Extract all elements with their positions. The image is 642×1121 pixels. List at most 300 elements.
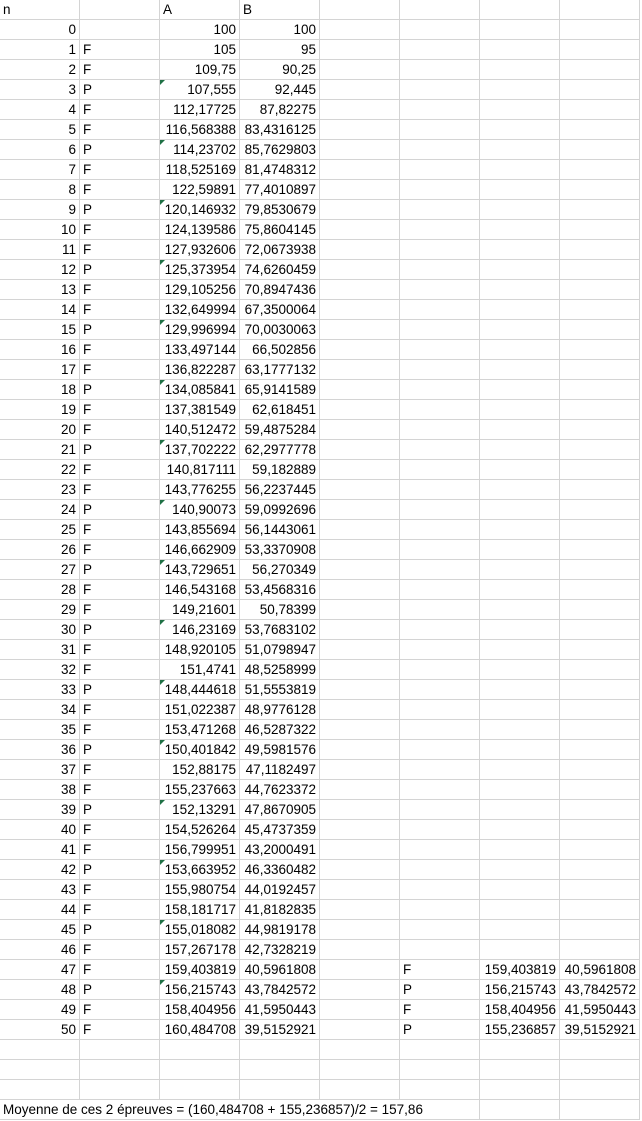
cell-a[interactable]: 100 (160, 20, 240, 40)
cell-a[interactable]: 125,373954 (160, 260, 240, 280)
cell-n[interactable]: 37 (0, 760, 80, 780)
cell-n[interactable]: 48 (0, 980, 80, 1000)
cell-empty[interactable] (320, 760, 400, 780)
cell-side-v1[interactable] (480, 260, 560, 280)
cell-fp[interactable]: P (80, 440, 160, 460)
cell-a[interactable]: 155,237663 (160, 780, 240, 800)
cell-side-fp[interactable] (400, 500, 480, 520)
cell-a[interactable]: 156,799951 (160, 840, 240, 860)
cell-side-v1[interactable] (480, 220, 560, 240)
cell-side-fp[interactable] (400, 380, 480, 400)
footer-note-cell[interactable]: Moyenne de ces 2 épreuves = (160,484708 + 155,236857)/2 = 157,86 (0, 1100, 480, 1120)
cell-side-v2[interactable] (560, 740, 640, 760)
cell-empty[interactable] (480, 1080, 560, 1100)
cell-empty[interactable] (320, 500, 400, 520)
cell-empty[interactable] (160, 1060, 240, 1080)
header-empty[interactable] (320, 0, 400, 20)
cell-empty[interactable] (320, 580, 400, 600)
cell-empty[interactable] (320, 460, 400, 480)
cell-b[interactable]: 48,5258999 (240, 660, 320, 680)
cell-n[interactable]: 4 (0, 100, 80, 120)
cell-empty[interactable] (400, 1080, 480, 1100)
cell-fp[interactable]: P (80, 380, 160, 400)
cell-a[interactable]: 143,729651 (160, 560, 240, 580)
cell-a[interactable]: 129,996994 (160, 320, 240, 340)
cell-side-fp[interactable] (400, 860, 480, 880)
cell-side-v1[interactable] (480, 720, 560, 740)
cell-b[interactable]: 59,182889 (240, 460, 320, 480)
cell-a[interactable]: 118,525169 (160, 160, 240, 180)
cell-side-v1[interactable]: 158,404956 (480, 1000, 560, 1020)
cell-empty[interactable] (320, 540, 400, 560)
cell-n[interactable]: 5 (0, 120, 80, 140)
cell-n[interactable]: 39 (0, 800, 80, 820)
cell-side-fp[interactable] (400, 800, 480, 820)
cell-side-fp[interactable] (400, 140, 480, 160)
cell-fp[interactable]: P (80, 620, 160, 640)
cell-empty[interactable] (80, 1080, 160, 1100)
cell-b[interactable]: 81,4748312 (240, 160, 320, 180)
cell-side-v1[interactable] (480, 60, 560, 80)
cell-a[interactable]: 116,568388 (160, 120, 240, 140)
cell-b[interactable]: 59,4875284 (240, 420, 320, 440)
cell-side-fp[interactable] (400, 40, 480, 60)
cell-side-v2[interactable]: 41,5950443 (560, 1000, 640, 1020)
cell-side-v2[interactable] (560, 460, 640, 480)
cell-n[interactable]: 34 (0, 700, 80, 720)
cell-side-v1[interactable] (480, 740, 560, 760)
footer-empty-cell[interactable] (480, 1100, 560, 1120)
cell-side-fp[interactable] (400, 880, 480, 900)
cell-side-v1[interactable] (480, 660, 560, 680)
cell-empty[interactable] (320, 780, 400, 800)
cell-side-v1[interactable] (480, 360, 560, 380)
cell-empty[interactable] (240, 1080, 320, 1100)
cell-side-v1[interactable] (480, 180, 560, 200)
cell-fp[interactable]: F (80, 720, 160, 740)
cell-side-fp[interactable] (400, 440, 480, 460)
cell-side-v1[interactable] (480, 520, 560, 540)
cell-side-v1[interactable] (480, 80, 560, 100)
cell-b[interactable]: 45,4737359 (240, 820, 320, 840)
cell-empty[interactable] (320, 40, 400, 60)
cell-empty[interactable] (160, 1080, 240, 1100)
cell-side-v2[interactable] (560, 160, 640, 180)
cell-fp[interactable]: F (80, 220, 160, 240)
cell-side-v2[interactable] (560, 120, 640, 140)
cell-side-v2[interactable] (560, 860, 640, 880)
cell-fp[interactable]: F (80, 760, 160, 780)
cell-empty[interactable] (480, 1040, 560, 1060)
cell-fp[interactable]: F (80, 1020, 160, 1040)
cell-a[interactable]: 127,932606 (160, 240, 240, 260)
cell-side-v1[interactable] (480, 840, 560, 860)
cell-side-v2[interactable] (560, 660, 640, 680)
cell-n[interactable]: 9 (0, 200, 80, 220)
cell-side-fp[interactable] (400, 720, 480, 740)
cell-fp[interactable]: F (80, 820, 160, 840)
header-fp[interactable] (80, 0, 160, 20)
cell-empty[interactable] (320, 180, 400, 200)
cell-b[interactable]: 79,8530679 (240, 200, 320, 220)
cell-side-v2[interactable] (560, 200, 640, 220)
cell-empty[interactable] (560, 1040, 640, 1060)
cell-a[interactable]: 159,403819 (160, 960, 240, 980)
cell-b[interactable]: 90,25 (240, 60, 320, 80)
cell-side-v1[interactable]: 159,403819 (480, 960, 560, 980)
cell-empty[interactable] (320, 660, 400, 680)
cell-a[interactable]: 120,146932 (160, 200, 240, 220)
cell-empty[interactable] (0, 1040, 80, 1060)
cell-a[interactable]: 140,817111 (160, 460, 240, 480)
cell-n[interactable]: 33 (0, 680, 80, 700)
cell-n[interactable]: 47 (0, 960, 80, 980)
cell-a[interactable]: 160,484708 (160, 1020, 240, 1040)
cell-a[interactable]: 150,401842 (160, 740, 240, 760)
cell-side-v2[interactable] (560, 220, 640, 240)
cell-empty[interactable] (320, 200, 400, 220)
cell-fp[interactable]: F (80, 460, 160, 480)
cell-b[interactable]: 83,4316125 (240, 120, 320, 140)
cell-b[interactable]: 50,78399 (240, 600, 320, 620)
cell-side-v1[interactable] (480, 20, 560, 40)
cell-a[interactable]: 143,855694 (160, 520, 240, 540)
cell-n[interactable]: 50 (0, 1020, 80, 1040)
cell-side-fp[interactable]: P (400, 980, 480, 1000)
cell-a[interactable]: 148,920105 (160, 640, 240, 660)
cell-b[interactable]: 41,8182835 (240, 900, 320, 920)
header-empty[interactable] (400, 0, 480, 20)
cell-n[interactable]: 16 (0, 340, 80, 360)
cell-side-v2[interactable] (560, 900, 640, 920)
cell-fp[interactable]: P (80, 920, 160, 940)
cell-side-fp[interactable] (400, 300, 480, 320)
cell-empty[interactable] (320, 620, 400, 640)
cell-a[interactable]: 137,381549 (160, 400, 240, 420)
cell-n[interactable]: 23 (0, 480, 80, 500)
cell-a[interactable]: 132,649994 (160, 300, 240, 320)
cell-n[interactable]: 29 (0, 600, 80, 620)
cell-a[interactable]: 112,17725 (160, 100, 240, 120)
footer-empty-cell[interactable] (560, 1100, 640, 1120)
cell-b[interactable]: 77,4010897 (240, 180, 320, 200)
cell-side-v1[interactable] (480, 120, 560, 140)
cell-empty[interactable] (320, 680, 400, 700)
cell-empty[interactable] (320, 900, 400, 920)
cell-fp[interactable]: F (80, 840, 160, 860)
cell-a[interactable]: 134,085841 (160, 380, 240, 400)
cell-empty[interactable] (320, 160, 400, 180)
cell-side-fp[interactable] (400, 600, 480, 620)
cell-side-v2[interactable] (560, 680, 640, 700)
cell-b[interactable]: 63,1777132 (240, 360, 320, 380)
cell-side-v1[interactable] (480, 140, 560, 160)
cell-a[interactable]: 114,23702 (160, 140, 240, 160)
cell-a[interactable]: 133,497144 (160, 340, 240, 360)
cell-a[interactable]: 156,215743 (160, 980, 240, 1000)
cell-side-v2[interactable] (560, 100, 640, 120)
cell-fp[interactable]: F (80, 580, 160, 600)
cell-side-fp[interactable] (400, 760, 480, 780)
cell-n[interactable]: 10 (0, 220, 80, 240)
cell-side-v1[interactable] (480, 100, 560, 120)
cell-fp[interactable]: P (80, 80, 160, 100)
cell-side-v2[interactable] (560, 400, 640, 420)
cell-side-v1[interactable] (480, 700, 560, 720)
cell-side-v1[interactable] (480, 440, 560, 460)
cell-a[interactable]: 158,404956 (160, 1000, 240, 1020)
cell-side-fp[interactable] (400, 180, 480, 200)
cell-a[interactable]: 129,105256 (160, 280, 240, 300)
cell-n[interactable]: 21 (0, 440, 80, 460)
cell-fp[interactable]: F (80, 400, 160, 420)
cell-fp[interactable]: P (80, 260, 160, 280)
cell-empty[interactable] (320, 960, 400, 980)
cell-n[interactable]: 43 (0, 880, 80, 900)
cell-side-fp[interactable] (400, 260, 480, 280)
cell-b[interactable]: 51,5553819 (240, 680, 320, 700)
cell-n[interactable]: 17 (0, 360, 80, 380)
cell-fp[interactable]: F (80, 340, 160, 360)
cell-n[interactable]: 19 (0, 400, 80, 420)
cell-b[interactable]: 70,8947436 (240, 280, 320, 300)
cell-a[interactable]: 152,88175 (160, 760, 240, 780)
cell-empty[interactable] (320, 220, 400, 240)
cell-b[interactable]: 62,618451 (240, 400, 320, 420)
cell-empty[interactable] (320, 640, 400, 660)
cell-n[interactable]: 45 (0, 920, 80, 940)
cell-side-fp[interactable] (400, 620, 480, 640)
cell-fp[interactable]: F (80, 100, 160, 120)
cell-empty[interactable] (320, 600, 400, 620)
cell-n[interactable]: 1 (0, 40, 80, 60)
cell-b[interactable]: 53,4568316 (240, 580, 320, 600)
cell-side-fp[interactable] (400, 940, 480, 960)
cell-b[interactable]: 43,7842572 (240, 980, 320, 1000)
cell-empty[interactable] (160, 1040, 240, 1060)
cell-side-fp[interactable] (400, 60, 480, 80)
cell-side-v1[interactable] (480, 380, 560, 400)
cell-empty[interactable] (320, 940, 400, 960)
cell-n[interactable]: 13 (0, 280, 80, 300)
cell-empty[interactable] (320, 240, 400, 260)
header-empty[interactable] (560, 0, 640, 20)
cell-b[interactable]: 56,1443061 (240, 520, 320, 540)
cell-empty[interactable] (320, 60, 400, 80)
cell-a[interactable]: 140,512472 (160, 420, 240, 440)
cell-side-fp[interactable] (400, 680, 480, 700)
cell-empty[interactable] (320, 1040, 400, 1060)
cell-side-fp[interactable] (400, 280, 480, 300)
cell-side-v1[interactable] (480, 280, 560, 300)
cell-a[interactable]: 151,022387 (160, 700, 240, 720)
cell-a[interactable]: 155,980754 (160, 880, 240, 900)
cell-n[interactable]: 14 (0, 300, 80, 320)
cell-side-v2[interactable] (560, 300, 640, 320)
cell-b[interactable]: 59,0992696 (240, 500, 320, 520)
cell-empty[interactable] (400, 1040, 480, 1060)
cell-side-v1[interactable] (480, 760, 560, 780)
header-empty[interactable] (480, 0, 560, 20)
cell-a[interactable]: 151,4741 (160, 660, 240, 680)
cell-empty[interactable] (320, 340, 400, 360)
cell-n[interactable]: 46 (0, 940, 80, 960)
cell-a[interactable]: 149,21601 (160, 600, 240, 620)
cell-fp[interactable]: F (80, 40, 160, 60)
cell-empty[interactable] (320, 120, 400, 140)
cell-n[interactable]: 2 (0, 60, 80, 80)
cell-b[interactable]: 48,9776128 (240, 700, 320, 720)
cell-side-v2[interactable] (560, 820, 640, 840)
cell-empty[interactable] (320, 920, 400, 940)
cell-fp[interactable]: P (80, 860, 160, 880)
cell-side-v2[interactable] (560, 620, 640, 640)
cell-fp[interactable]: P (80, 980, 160, 1000)
cell-side-fp[interactable] (400, 220, 480, 240)
cell-empty[interactable] (320, 380, 400, 400)
cell-n[interactable]: 18 (0, 380, 80, 400)
cell-side-fp[interactable] (400, 100, 480, 120)
cell-a[interactable]: 157,267178 (160, 940, 240, 960)
cell-a[interactable]: 148,444618 (160, 680, 240, 700)
cell-fp[interactable]: F (80, 640, 160, 660)
cell-empty[interactable] (0, 1060, 80, 1080)
cell-fp[interactable]: P (80, 680, 160, 700)
cell-fp[interactable]: F (80, 600, 160, 620)
cell-side-v1[interactable] (480, 40, 560, 60)
cell-empty[interactable] (320, 480, 400, 500)
cell-side-fp[interactable] (400, 20, 480, 40)
cell-side-v2[interactable] (560, 880, 640, 900)
cell-fp[interactable]: P (80, 200, 160, 220)
cell-empty[interactable] (320, 800, 400, 820)
cell-side-fp[interactable] (400, 320, 480, 340)
cell-fp[interactable]: P (80, 560, 160, 580)
cell-n[interactable]: 22 (0, 460, 80, 480)
cell-side-v2[interactable] (560, 780, 640, 800)
cell-side-fp[interactable] (400, 900, 480, 920)
cell-a[interactable]: 109,75 (160, 60, 240, 80)
cell-side-v1[interactable] (480, 580, 560, 600)
cell-side-v2[interactable] (560, 500, 640, 520)
cell-side-v2[interactable] (560, 600, 640, 620)
cell-side-v2[interactable] (560, 760, 640, 780)
cell-empty[interactable] (480, 1060, 560, 1080)
cell-b[interactable]: 66,502856 (240, 340, 320, 360)
cell-side-v1[interactable] (480, 240, 560, 260)
cell-b[interactable]: 87,82275 (240, 100, 320, 120)
cell-a[interactable]: 153,471268 (160, 720, 240, 740)
cell-side-v1[interactable] (480, 900, 560, 920)
cell-n[interactable]: 12 (0, 260, 80, 280)
cell-empty[interactable] (560, 1060, 640, 1080)
cell-side-v2[interactable] (560, 360, 640, 380)
cell-empty[interactable] (320, 860, 400, 880)
cell-empty[interactable] (320, 280, 400, 300)
cell-side-v1[interactable] (480, 460, 560, 480)
cell-side-v2[interactable] (560, 540, 640, 560)
cell-side-fp[interactable] (400, 360, 480, 380)
cell-side-v1[interactable] (480, 800, 560, 820)
cell-b[interactable]: 47,1182497 (240, 760, 320, 780)
cell-side-v2[interactable]: 43,7842572 (560, 980, 640, 1000)
cell-side-v2[interactable] (560, 240, 640, 260)
cell-side-v1[interactable] (480, 620, 560, 640)
cell-empty[interactable] (320, 400, 400, 420)
cell-side-fp[interactable] (400, 520, 480, 540)
cell-n[interactable]: 35 (0, 720, 80, 740)
cell-a[interactable]: 155,018082 (160, 920, 240, 940)
cell-side-fp[interactable] (400, 480, 480, 500)
cell-empty[interactable] (320, 100, 400, 120)
cell-b[interactable]: 40,5961808 (240, 960, 320, 980)
cell-empty[interactable] (560, 1080, 640, 1100)
cell-empty[interactable] (320, 80, 400, 100)
cell-empty[interactable] (320, 520, 400, 540)
cell-n[interactable]: 26 (0, 540, 80, 560)
cell-n[interactable]: 32 (0, 660, 80, 680)
cell-empty[interactable] (240, 1040, 320, 1060)
cell-side-fp[interactable] (400, 120, 480, 140)
cell-fp[interactable]: F (80, 300, 160, 320)
cell-a[interactable]: 107,555 (160, 80, 240, 100)
cell-b[interactable]: 39,5152921 (240, 1020, 320, 1040)
cell-side-fp[interactable] (400, 780, 480, 800)
cell-empty[interactable] (320, 1000, 400, 1020)
cell-side-v1[interactable] (480, 600, 560, 620)
cell-b[interactable]: 44,9819178 (240, 920, 320, 940)
cell-side-v2[interactable] (560, 180, 640, 200)
cell-side-v2[interactable]: 40,5961808 (560, 960, 640, 980)
cell-b[interactable]: 92,445 (240, 80, 320, 100)
cell-empty[interactable] (80, 1040, 160, 1060)
cell-empty[interactable] (320, 980, 400, 1000)
cell-fp[interactable]: F (80, 160, 160, 180)
cell-fp[interactable]: P (80, 320, 160, 340)
cell-side-v2[interactable] (560, 140, 640, 160)
cell-n[interactable]: 44 (0, 900, 80, 920)
cell-a[interactable]: 146,23169 (160, 620, 240, 640)
cell-side-v2[interactable] (560, 940, 640, 960)
cell-side-v2[interactable] (560, 40, 640, 60)
cell-side-v1[interactable] (480, 940, 560, 960)
cell-b[interactable]: 44,0192457 (240, 880, 320, 900)
cell-side-v2[interactable] (560, 60, 640, 80)
cell-b[interactable]: 53,3370908 (240, 540, 320, 560)
cell-side-v2[interactable] (560, 420, 640, 440)
header-a[interactable]: A (160, 0, 240, 20)
cell-side-v2[interactable] (560, 380, 640, 400)
cell-empty[interactable] (80, 1060, 160, 1080)
cell-fp[interactable]: F (80, 700, 160, 720)
cell-empty[interactable] (240, 1060, 320, 1080)
cell-side-fp[interactable]: P (400, 1020, 480, 1040)
cell-side-v2[interactable] (560, 440, 640, 460)
cell-empty[interactable] (320, 700, 400, 720)
cell-empty[interactable] (320, 360, 400, 380)
cell-b[interactable]: 51,0798947 (240, 640, 320, 660)
cell-a[interactable]: 124,139586 (160, 220, 240, 240)
cell-n[interactable]: 11 (0, 240, 80, 260)
cell-empty[interactable] (320, 1060, 400, 1080)
cell-side-fp[interactable] (400, 840, 480, 860)
cell-side-fp[interactable] (400, 460, 480, 480)
cell-side-v1[interactable]: 155,236857 (480, 1020, 560, 1040)
cell-a[interactable]: 153,663952 (160, 860, 240, 880)
cell-b[interactable]: 53,7683102 (240, 620, 320, 640)
cell-empty[interactable] (320, 320, 400, 340)
cell-fp[interactable]: F (80, 1000, 160, 1020)
